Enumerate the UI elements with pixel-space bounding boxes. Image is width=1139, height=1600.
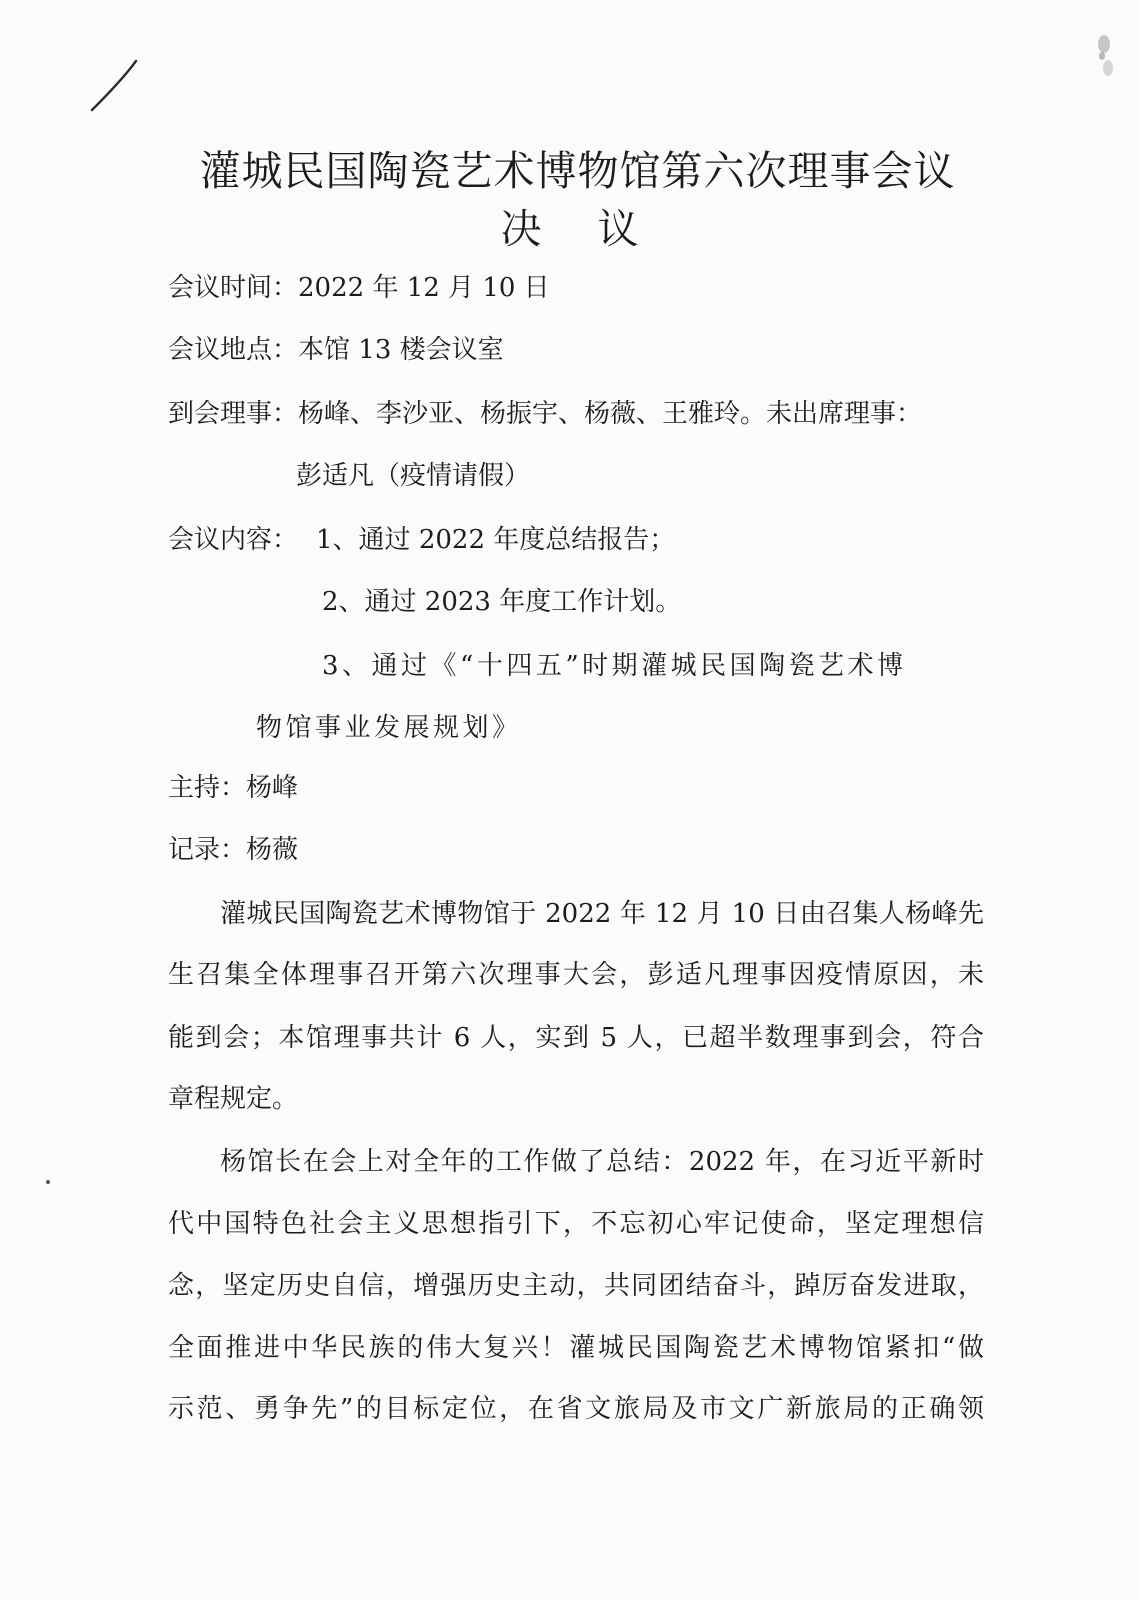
- attendees-label: 到会理事：: [168, 399, 299, 429]
- attendees-row: [168, 397, 922, 431]
- paragraph-2-line: 念，坚定历史自信，增强历史主动，共同团结奋斗，踔厉奋发进取，: [168, 1271, 984, 1301]
- content-row: [168, 523, 675, 557]
- content-label: 会议内容：: [168, 525, 299, 555]
- scan-edge-smudge: [1086, 24, 1126, 88]
- content-item-2: 2、通过 2023 年度工作计划。: [322, 587, 682, 617]
- meeting-place-label: 会议地点：: [168, 335, 299, 365]
- pen-stroke-mark: [88, 58, 140, 114]
- paragraph-1-line: 章程规定。: [168, 1084, 299, 1114]
- recorder-label: 记录：: [168, 835, 247, 865]
- meeting-time-value: 2022 年 12 月 10 日: [298, 273, 550, 303]
- meeting-time-label: 会议时间：: [168, 273, 299, 303]
- paragraph-2-line: 示范、勇争先”的目标定位，在省文旅局及市文广新旅局的正确领: [168, 1394, 984, 1424]
- content-item-3-continued: 物馆事业发展规划》: [256, 713, 522, 743]
- content-item-3: 3、通过《“十四五”时期灌城民国陶瓷艺术博: [322, 651, 907, 681]
- content-item-1: 1、通过 2022 年度总结报告；: [316, 525, 676, 555]
- paragraph-2-line: 杨馆长在会上对全年的工作做了总结：2022 年，在习近平新时: [220, 1147, 984, 1177]
- paragraph-2-line: 全面推进中华民族的伟大复兴！灌城民国陶瓷艺术博物馆紧扣“做: [168, 1333, 984, 1363]
- recorder-value: 杨薇: [246, 835, 299, 865]
- host-value: 杨峰: [246, 773, 299, 803]
- paragraph-1-line: 灌城民国陶瓷艺术博物馆于 2022 年 12 月 10 日由召集人杨峰先: [220, 899, 984, 929]
- meeting-place-row: [168, 333, 504, 367]
- paragraph-2-line: 代中国特色社会主义思想指引下，不忘初心牢记使命，坚定理想信: [168, 1209, 984, 1239]
- meeting-place-value: 本馆 13 楼会议室: [298, 335, 504, 365]
- document-title: 灌城民国陶瓷艺术博物馆第六次理事会议: [199, 147, 956, 195]
- meeting-time-row: [168, 271, 550, 305]
- paragraph-1-line: 生召集全体理事召开第六次理事大会，彭适凡理事因疫情原因，未: [168, 960, 984, 990]
- attendees-value: 杨峰、李沙亚、杨振宇、杨薇、王雅玲。未出席理事：: [298, 399, 923, 429]
- host-label: 主持：: [168, 773, 247, 803]
- host-row: [168, 771, 298, 805]
- document-title-subtitle: 决议: [500, 205, 695, 253]
- scan-speck: [46, 1180, 50, 1184]
- absent-director: 彭适凡（疫情请假）: [296, 461, 531, 491]
- recorder-row: [168, 833, 298, 867]
- paragraph-1-line: 能到会；本馆理事共计 6 人，实到 5 人，已超半数理事到会，符合: [168, 1023, 984, 1053]
